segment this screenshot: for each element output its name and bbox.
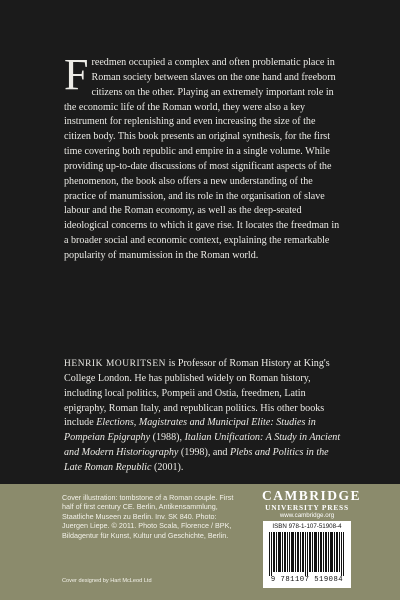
author-bio (64, 357, 344, 476)
author-bio-text-3: (1998), and (178, 447, 230, 459)
blurb-text: reedmen occupied a complex and often problematic place in Roman society between slaves on the one hand and freeborn citizens on the other. Playing an extremely important role in the economic life of the Roman world, they were also a key instrument for replenishing and even increasing the size of the citizen body. This book presents an original synthesis, for the first time covering both republic and empire in a single volume. While providing up-to-date discussions of most significant aspects of the phenomenon, the book also offers a new understanding of the practice of manumission, and its role in the organisation of slave labour and the Roman economy, as well as the deep-seated ideological concerns to which it gave rise. It locates the freedman in a broader social and economic context, explaining the remarkable popularity of manumission in the Roman world. (64, 57, 340, 261)
publisher-name-line2: UNIVERSITY PRESS (265, 503, 349, 512)
barcode-number: 9 781107 519084 (270, 576, 344, 584)
drop-cap: F (64, 50, 89, 99)
cover-illustration-credit: Cover illustration: tombstone of a Roman couple. First half of first century CE. Berlin, Antikensammlung, Staatliche Museen zu Berlin. Inv. SK 840. Photo: Juergen Liepe. © 2011. Photo Scala, Florence / BPK, Bildagentur für Kunst, Kultur und Geschichte, Berlin. (62, 493, 234, 540)
author-bio-text-1: is Professor of Roman History at King's College London. He has published widely on Roman history, including local politics, Pompeii and Ostia, freedmen, Latin epigraphy, Roman Italy, and republican politics. His other books include (64, 358, 330, 429)
book-title-3: Plebs and Politics in the Late Roman Republic (64, 447, 329, 473)
book-title-1: Elections, Magistrates and Municipal Elite: Studies in Pompeian Epigraphy (64, 417, 316, 444)
book-title-2: Italian Unification: A Study in Ancient and Modern Historiography (64, 432, 341, 459)
author-name: HENRIK MOURITSEN (64, 359, 167, 369)
isbn-label: ISBN 978-1-107-51908-4 (272, 523, 342, 530)
publisher-url: www.cambridge.org (279, 512, 335, 519)
cover-designer-credit: Cover designed by Hart McLeod Ltd (62, 578, 152, 584)
publisher-name-line1: CAMBRIDGE (262, 488, 362, 503)
author-bio-text-2: (1988), (150, 432, 185, 444)
publisher-logo (262, 488, 362, 520)
author-bio-text-4: (2001). (151, 461, 184, 473)
barcode-panel (263, 521, 351, 588)
barcode-icon (269, 532, 345, 576)
book-blurb (64, 50, 340, 264)
